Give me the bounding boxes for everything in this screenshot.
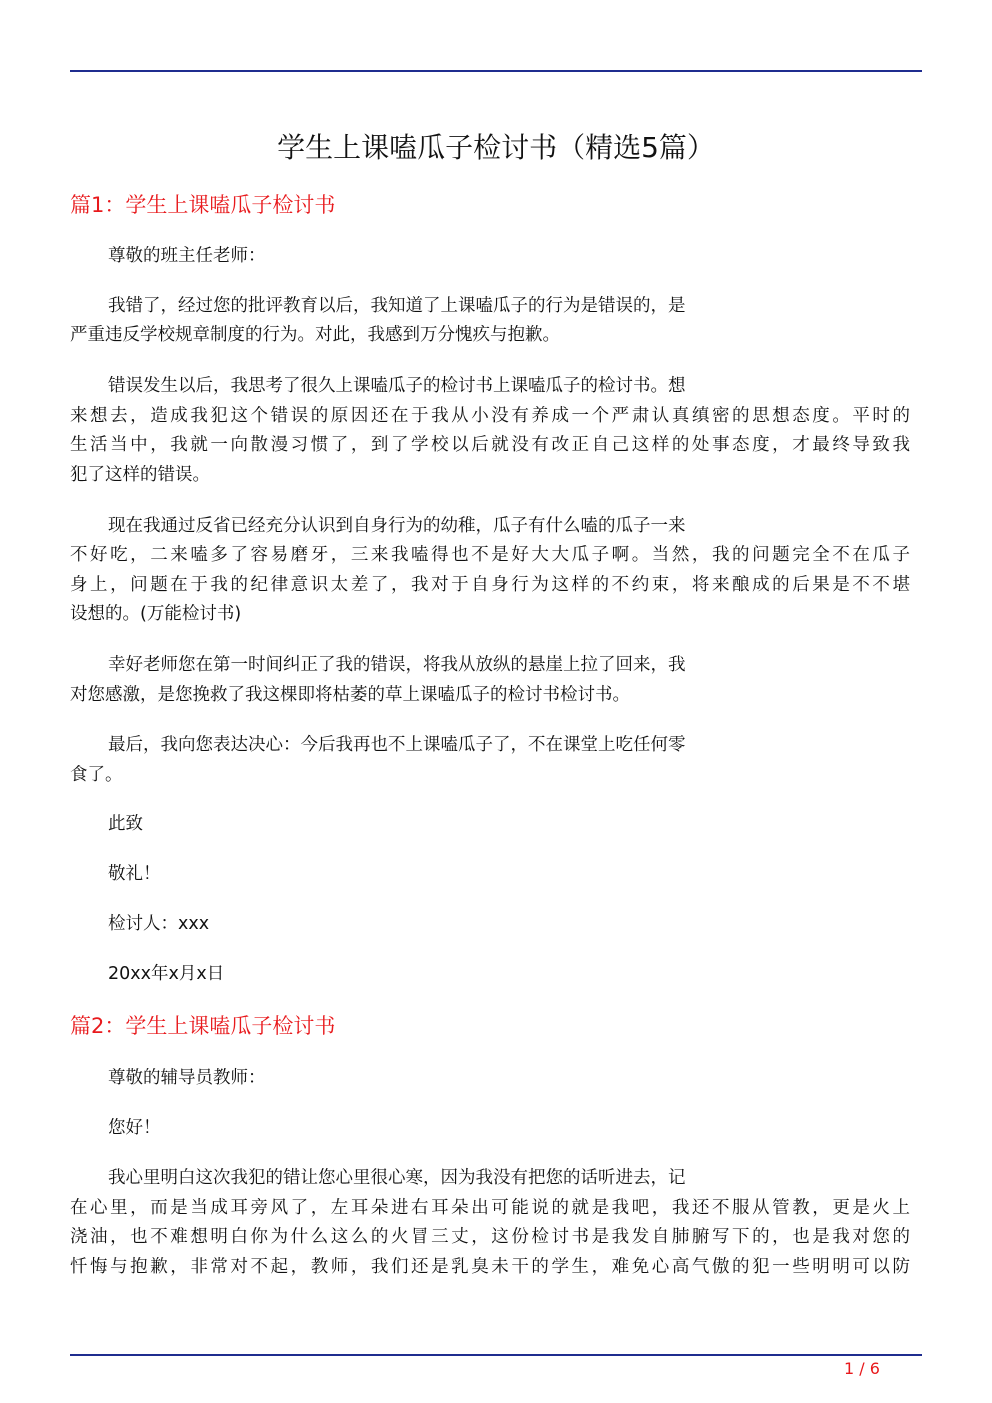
section-2-salutation: 尊敬的辅导员教师： bbox=[108, 1068, 266, 1088]
section-1-paragraph-2-line-4: 犯了这样的错误。 bbox=[70, 465, 210, 485]
section-1-paragraph-3-line-4: 设想的。(万能检讨书) bbox=[70, 604, 242, 624]
section-1-paragraph-4-line-2: 对您感激，是您挽救了我这棵即将枯萎的草上课嗑瓜子的检讨书检讨书。 bbox=[70, 685, 630, 705]
section-1-paragraph-3-line-3: 身上，问题在于我的纪律意识太差了，我对于自身行为这样的不约束，将来酿成的后果是不不堪 bbox=[70, 575, 910, 595]
page-number: 1 / 6 bbox=[844, 1359, 880, 1378]
section-2-paragraph-1-line-1: 我心里明白这次我犯的错让您心里很心寒，因为我没有把您的话听进去，记 bbox=[108, 1168, 686, 1188]
section-1-date: 20xx年x月x日 bbox=[108, 964, 225, 984]
section-1-heading: 篇1：学生上课嗑瓜子检讨书 bbox=[70, 193, 336, 217]
document-title: 学生上课嗑瓜子检讨书（精选5篇） bbox=[277, 131, 715, 164]
section-1-paragraph-3-line-1: 现在我通过反省已经充分认识到自身行为的幼稚，瓜子有什么嗑的瓜子一来 bbox=[108, 516, 686, 536]
section-1-signer: 检讨人：xxx bbox=[108, 914, 210, 934]
section-2-paragraph-1-line-4: 忏悔与抱歉，非常对不起，教师，我们还是乳臭未干的学生，难免心高气傲的犯一些明明可以防 bbox=[70, 1257, 910, 1277]
section-1-paragraph-2-line-1: 错误发生以后，我思考了很久上课嗑瓜子的检讨书上课嗑瓜子的检讨书。想 bbox=[108, 376, 686, 396]
section-1-salutation: 尊敬的班主任老师： bbox=[108, 246, 266, 266]
section-1-closing-1: 此致 bbox=[108, 814, 143, 834]
section-2-paragraph-1-line-2: 在心里，而是当成耳旁风了，左耳朵进右耳朵出可能说的就是我吧，我还不服从管教，更是火上 bbox=[70, 1198, 910, 1218]
section-1-paragraph-1-line-1: 我错了，经过您的批评教育以后，我知道了上课嗑瓜子的行为是错误的，是 bbox=[108, 296, 686, 316]
section-1-paragraph-5-line-2: 食了。 bbox=[70, 765, 123, 785]
section-2-greeting: 您好！ bbox=[108, 1118, 161, 1138]
section-1-paragraph-5-line-1: 最后，我向您表达决心：今后我再也不上课嗑瓜子了，不在课堂上吃任何零 bbox=[108, 735, 686, 755]
section-2-heading: 篇2：学生上课嗑瓜子检讨书 bbox=[70, 1014, 336, 1038]
footer-rule bbox=[70, 1354, 922, 1356]
section-2-paragraph-1-line-3: 浇油，也不难想明白你为什么这么的火冒三丈，这份检讨书是我发自肺腑写下的，也是我对您的 bbox=[70, 1227, 910, 1247]
section-1-closing-2: 敬礼！ bbox=[108, 864, 161, 884]
section-1-paragraph-4-line-1: 幸好老师您在第一时间纠正了我的错误，将我从放纵的悬崖上拉了回来，我 bbox=[108, 655, 686, 675]
section-1-paragraph-1-line-2: 严重违反学校规章制度的行为。对此，我感到万分愧疚与抱歉。 bbox=[70, 325, 560, 345]
section-1-paragraph-3-line-2: 不好吃，二来嗑多了容易磨牙，三来我嗑得也不是好大大瓜子啊。当然，我的问题完全不在瓜子 bbox=[70, 545, 910, 565]
section-1-paragraph-2-line-3: 生活当中，我就一向散漫习惯了，到了学校以后就没有改正自己这样的处事态度，才最终导致我 bbox=[70, 435, 910, 455]
header-rule bbox=[70, 70, 922, 72]
section-1-paragraph-2-line-2: 来想去，造成我犯这个错误的原因还在于我从小没有养成一个严肃认真缜密的思想态度。平时的 bbox=[70, 406, 910, 426]
